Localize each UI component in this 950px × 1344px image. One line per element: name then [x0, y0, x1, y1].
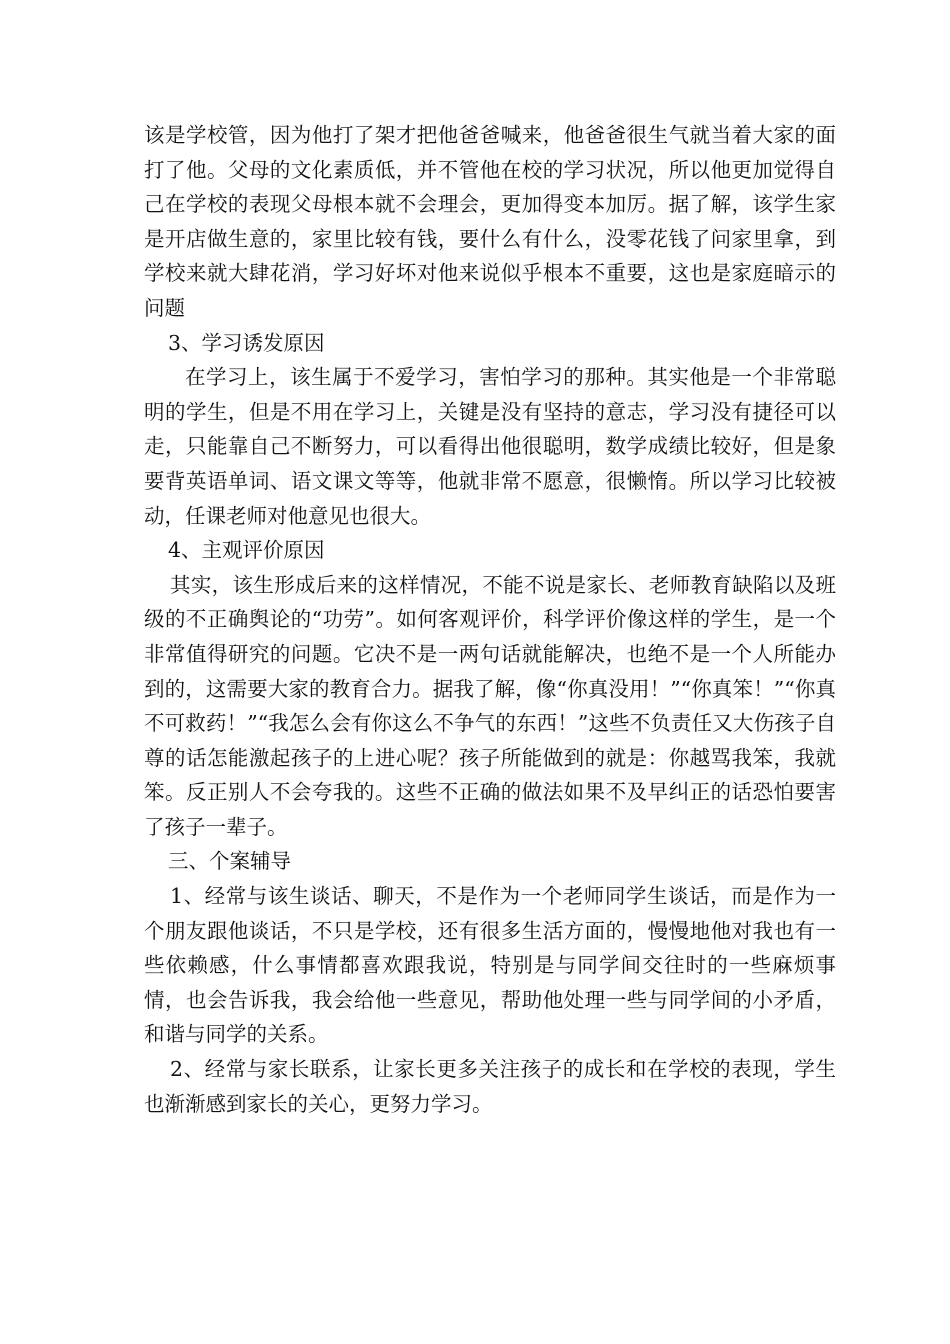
paragraph-counseling-1: 1、经常与该生谈话、聊天，不是作为一个老师同学生谈话，而是作为一个朋友跟他谈话，不只是学校，还有很多生活方面的，慢慢地他对我也有一些依赖感，什么事情都喜欢跟我说，特别是与同学间交往时的一些麻烦事情，也会告诉我，我会给他一些意见，帮助他处理一些与同学间的小矛盾，和谐与同学的关系。	[144, 884, 836, 1047]
heading-subjective-evaluation: 4、主观评价原因	[168, 538, 325, 563]
paragraph-family-influence: 该是学校管，因为他打了架才把他爸爸喊来，他爸爸很生气就当着大家的面打了他。父母的文化素质低，并不管他在校的学习状况，所以他更加觉得自己在学校的表现父母根本就不会理会，更加得变本加厉。据了解，该学生家是开店做生意的，家里比较有钱，要什么有什么，没零花钱了问家里拿，到学校来就大肆花消，学习好坏对他来说似乎根本不重要，这也是家庭暗示的问题	[144, 123, 836, 320]
paragraph-counseling-2: 2、经常与家长联系，让家长更多关注孩子的成长和在学校的表现，学生也渐渐感到家长的关心，更努力学习。	[144, 1057, 836, 1116]
paragraph-subjective-evaluation: 其实，该生形成后来的这样情况，不能不说是家长、老师教育缺陷以及班级的不正确舆论的“功劳”。如何客观评价，科学评价像这样的学生，是一个非常值得研究的问题。它决不是一两句话就能解决，也绝不是一个人所能办到的，这需要大家的教育合力。据我了解，像“你真没用！”“你真笨！”“你真不可救药！”“我怎么会有你这么不争气的东西！”这些不负责任又大伤孩子自尊的话怎能激起孩子的上进心呢？孩子所能做到的就是：你越骂我笨，我就笨。反正别人不会夸我的。这些不正确的做法如果不及早纠正的话恐怕要害了孩子一辈子。	[144, 572, 836, 839]
heading-case-counseling: 三、个案辅导	[168, 849, 291, 874]
document-page	[144, 118, 836, 1121]
heading-study-cause: 3、学习诱发原因	[168, 330, 325, 355]
paragraph-study-cause: 在学习上，该生属于不爱学习，害怕学习的那种。其实他是一个非常聪明的学生，但是不用在学习上，关键是没有坚持的意志，学习没有捷径可以走，只能靠自己不断努力，可以看得出他很聪明，数学成绩比较好，但是象要背英语单词、语文课文等等，他就非常不愿意，很懒惰。所以学习比较被动，任课老师对他意见也很大。	[144, 365, 836, 528]
